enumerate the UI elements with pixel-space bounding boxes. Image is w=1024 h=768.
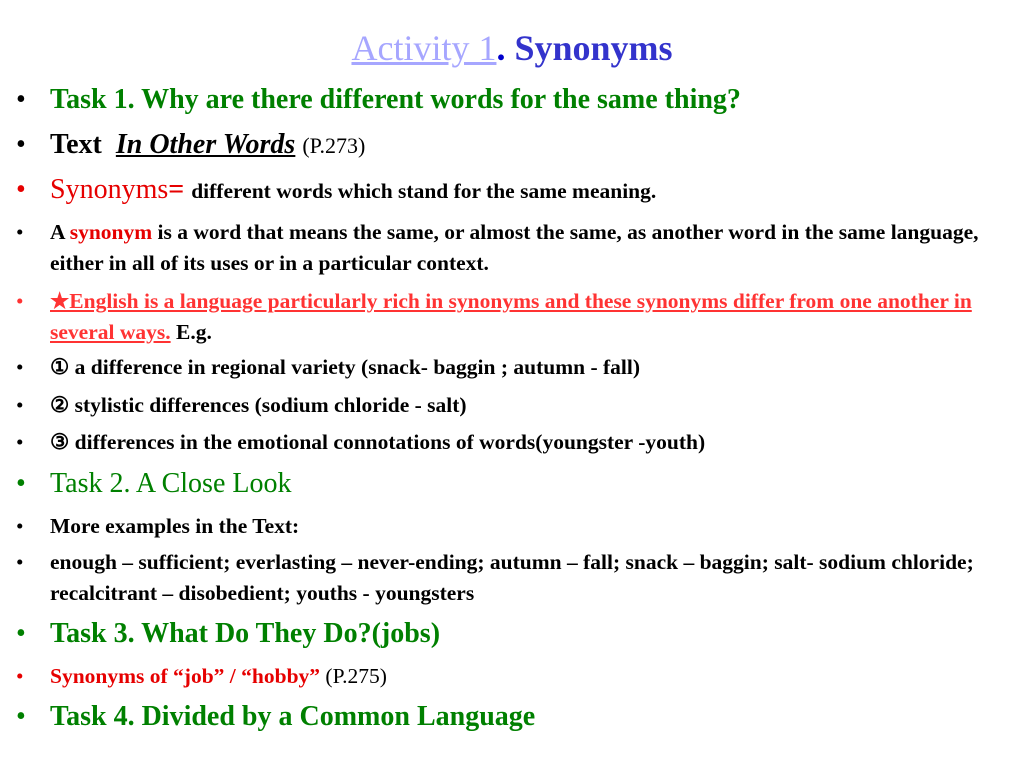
list-item bbox=[0, 547, 1024, 609]
synonyms-definition: different words which stand for the same meaning. bbox=[191, 179, 657, 203]
slide-title bbox=[0, 26, 1024, 70]
def-rest: is a word that means the same, or almost the same, as another word in the same language, either in all of its uses or in a particular context. bbox=[50, 220, 979, 275]
list-item bbox=[0, 217, 1024, 279]
bullet: • bbox=[16, 468, 26, 499]
def-word: synonym bbox=[69, 220, 153, 244]
def-a: A bbox=[50, 220, 65, 244]
bullet: • bbox=[16, 430, 24, 454]
bullet: • bbox=[16, 393, 24, 417]
bullet: • bbox=[16, 84, 26, 115]
bullet: • bbox=[16, 355, 24, 379]
synonyms-eq: = bbox=[168, 174, 185, 205]
task2-heading: Task 2. A Close Look bbox=[50, 468, 292, 499]
bullet: • bbox=[16, 514, 24, 538]
difference-regional: ① a difference in regional variety (snack- baggin ; autumn - fall) bbox=[50, 355, 640, 379]
bullet: • bbox=[16, 220, 24, 244]
star-statement-link[interactable]: ★English is a language particularly rich in synonyms and these synonyms differ from one another in several ways. bbox=[50, 289, 972, 344]
task1-heading: Task 1. Why are there different words for the same thing? bbox=[50, 84, 741, 115]
text-page: (P.273) bbox=[302, 133, 366, 158]
title-topic: Synonyms bbox=[514, 28, 673, 68]
bullet: • bbox=[16, 664, 24, 688]
more-examples-label: More examples in the Text: bbox=[50, 514, 300, 538]
bullet: • bbox=[16, 129, 26, 160]
bullet: • bbox=[16, 618, 26, 649]
job-hobby-label: Synonyms of “job” / “hobby” bbox=[50, 664, 321, 688]
activity-label: Activity 1 bbox=[351, 28, 497, 68]
difference-emotional: ③ differences in the emotional connotations of words(youngster -youth) bbox=[50, 430, 706, 454]
task4-heading: Task 4. Divided by a Common Language bbox=[50, 701, 536, 732]
bullet: • bbox=[16, 289, 24, 313]
eg-label: E.g. bbox=[176, 320, 212, 344]
bullet: • bbox=[16, 701, 26, 732]
text-label: Text bbox=[50, 129, 102, 160]
bullet: • bbox=[16, 550, 24, 574]
job-page: (P.275) bbox=[325, 664, 387, 688]
difference-stylistic: ② stylistic differences (sodium chloride - salt) bbox=[50, 393, 467, 417]
task3-heading: Task 3. What Do They Do?(jobs) bbox=[50, 618, 441, 649]
synonyms-label: Synonyms bbox=[50, 174, 169, 205]
text-title: In Other Words bbox=[115, 129, 296, 160]
title-dot: . bbox=[496, 28, 506, 68]
examples-list: enough – sufficient; everlasting – never-ending; autumn – fall; snack – baggin; salt- sodium chloride; recalcitrant – disobedient; youths - youngsters bbox=[50, 550, 974, 605]
bullet: • bbox=[16, 174, 26, 205]
